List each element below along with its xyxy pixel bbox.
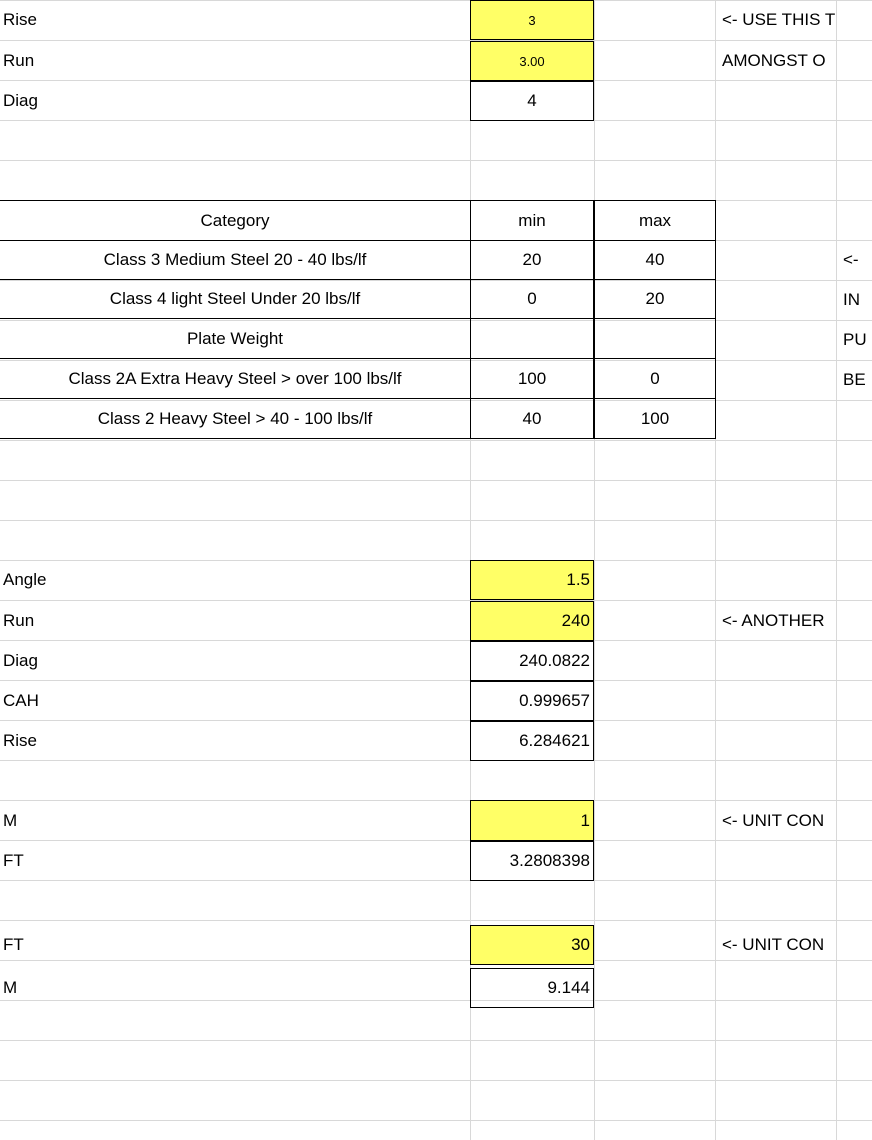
gridline-horizontal	[0, 1080, 872, 1081]
table-row[interactable]	[470, 318, 594, 359]
table-row[interactable]: 100	[594, 398, 716, 439]
value-rise[interactable]: 3	[470, 0, 594, 40]
value-run[interactable]: 3.00	[470, 41, 594, 81]
table-row[interactable]: Plate Weight	[0, 318, 471, 359]
value-angle-run[interactable]: 240	[470, 601, 594, 641]
gridline-horizontal	[0, 1120, 872, 1121]
row-label-angle-run[interactable]: Run	[3, 611, 35, 630]
row-label-rise[interactable]: Rise	[3, 10, 38, 29]
gridline-horizontal	[0, 440, 872, 441]
value-angle-diag[interactable]: 240.0822	[470, 641, 594, 681]
table-row[interactable]	[594, 318, 716, 359]
gridline-vertical	[836, 0, 837, 1140]
gridline-vertical	[594, 0, 595, 1140]
note-category-line4: BE	[843, 370, 866, 389]
table-row[interactable]: 20	[470, 240, 594, 280]
table-row[interactable]: 0	[470, 279, 594, 319]
row-label-cah[interactable]: CAH	[3, 691, 39, 710]
row-label-ft-2[interactable]: FT	[3, 935, 24, 954]
gridline-horizontal	[0, 480, 872, 481]
gridline-horizontal	[0, 1040, 872, 1041]
row-label-angle-diag[interactable]: Diag	[3, 651, 38, 670]
row-label-diag[interactable]: Diag	[3, 91, 38, 110]
row-label-angle[interactable]: Angle	[3, 570, 47, 589]
note-category-line3: PU	[843, 330, 867, 349]
note-use-this: <- USE THIS T	[722, 10, 836, 29]
table-row[interactable]: 40	[470, 398, 594, 439]
table-row[interactable]: 40	[594, 240, 716, 280]
note-category-line1: <-	[843, 250, 859, 269]
value-ft[interactable]: 3.2808398	[470, 841, 594, 881]
row-label-ft[interactable]: FT	[3, 851, 24, 870]
table-row[interactable]: Class 2A Extra Heavy Steel > over 100 lbs/lf	[0, 358, 471, 399]
note-unit-conversion-ft-m: <- UNIT CON	[722, 935, 825, 954]
table-header-category: Category	[0, 200, 471, 241]
table-row[interactable]: Class 4 light Steel Under 20 lbs/lf	[0, 279, 471, 319]
gridline-horizontal	[0, 520, 872, 521]
note-amongst: AMONGST O	[722, 51, 826, 70]
note-category-line2: IN	[843, 290, 860, 309]
row-label-run[interactable]: Run	[3, 51, 35, 70]
table-row[interactable]: Class 3 Medium Steel 20 - 40 lbs/lf	[0, 240, 471, 280]
value-angle[interactable]: 1.5	[470, 560, 594, 600]
value-ft-2[interactable]: 30	[470, 925, 594, 965]
table-row[interactable]: Class 2 Heavy Steel > 40 - 100 lbs/lf	[0, 398, 471, 439]
value-m-2[interactable]: 9.144	[470, 968, 594, 1008]
gridline-vertical	[715, 0, 716, 1140]
table-header-min: min	[470, 200, 594, 241]
table-header-max: max	[594, 200, 716, 241]
gridline-horizontal	[0, 160, 872, 161]
row-label-angle-rise[interactable]: Rise	[3, 731, 38, 750]
value-cah[interactable]: 0.999657	[470, 681, 594, 721]
row-label-m-2[interactable]: M	[3, 978, 18, 997]
value-m[interactable]: 1	[470, 800, 594, 841]
note-unit-conversion-m-ft: <- UNIT CON	[722, 810, 825, 830]
value-angle-rise[interactable]: 6.284621	[470, 721, 594, 761]
table-row[interactable]: 0	[594, 358, 716, 399]
row-label-m[interactable]: M	[3, 810, 18, 830]
value-diag[interactable]: 4	[470, 81, 594, 121]
note-another: <- ANOTHER	[722, 611, 825, 630]
table-row[interactable]: 100	[470, 358, 594, 399]
gridline-horizontal	[0, 920, 872, 921]
table-row[interactable]: 20	[594, 279, 716, 319]
